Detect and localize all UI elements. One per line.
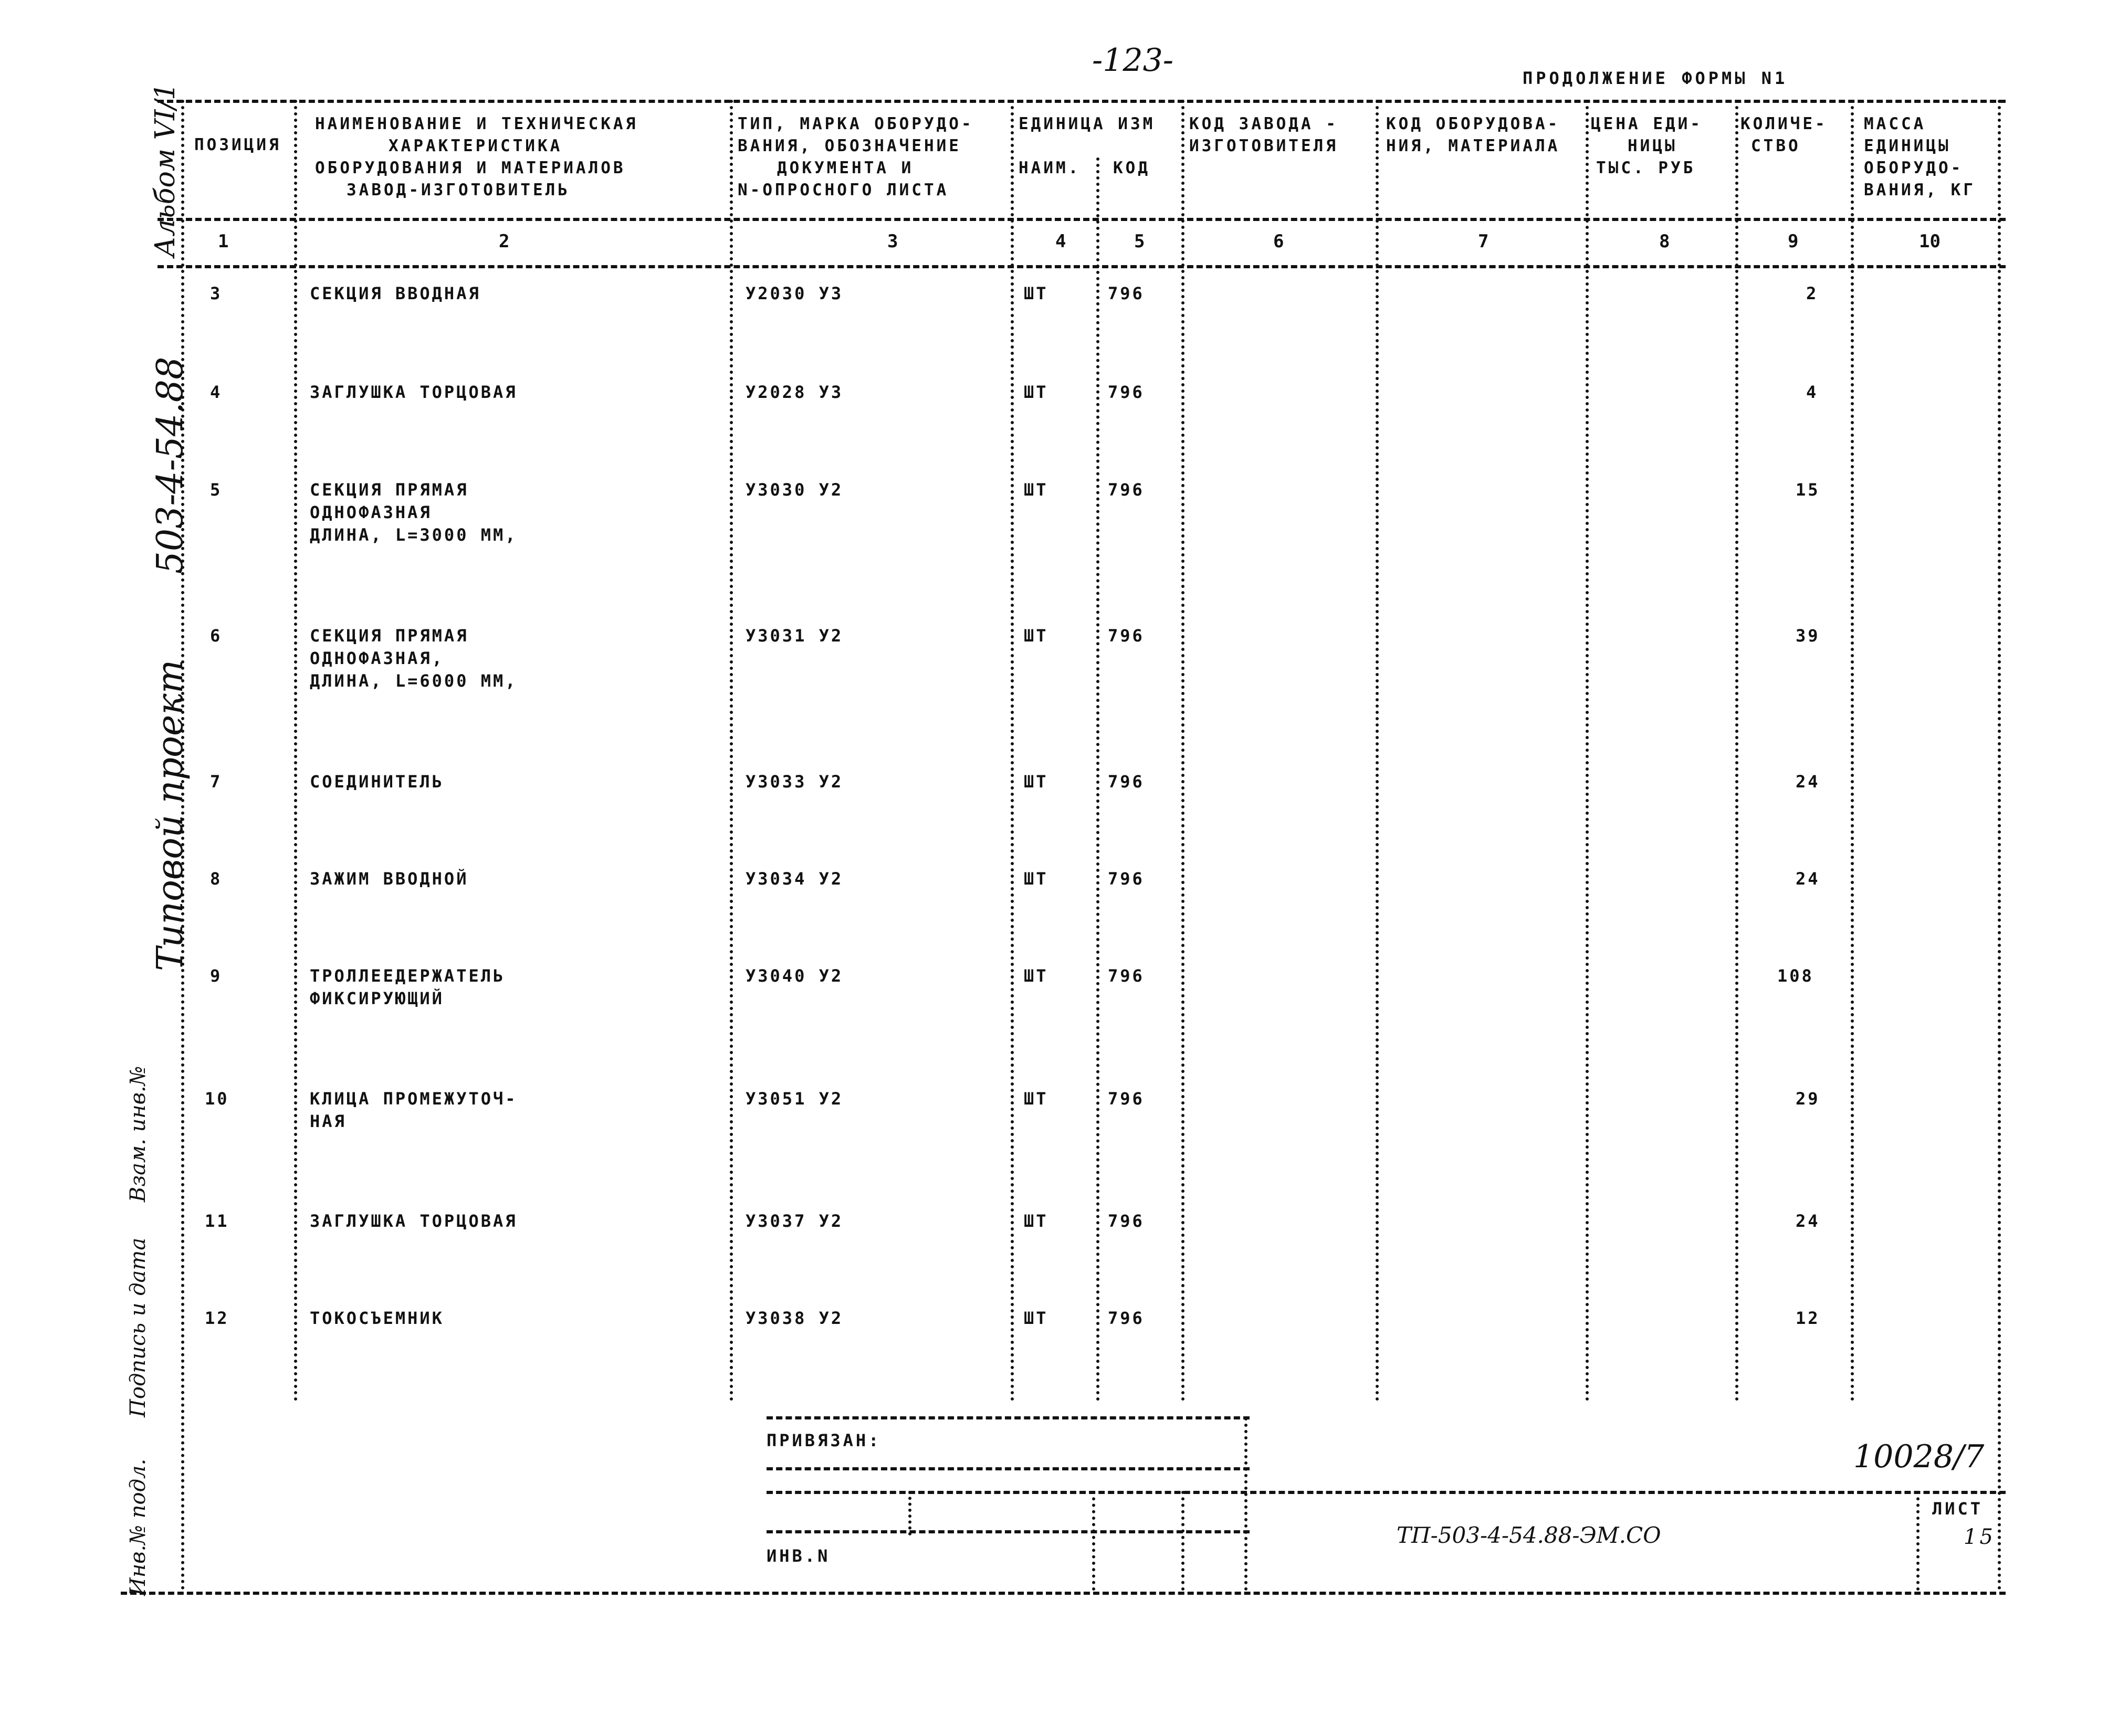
row-unit: ШТ: [1024, 1308, 1048, 1328]
row-type: У2030 У3: [746, 283, 844, 303]
row-name-line: ЗАГЛУШКА ТОРЦОВАЯ: [310, 382, 518, 402]
row-quantity: 24: [1796, 869, 1820, 889]
stamp-line: [767, 1467, 1250, 1470]
header-type-2: ВАНИЯ, ОБОЗНАЧЕНИЕ: [738, 136, 961, 155]
header-mass-1: МАССА: [1864, 114, 1926, 133]
col-number: 5: [1134, 231, 1145, 252]
row-name-line: ТРОЛЛЕЕДЕРЖАТЕЛЬ: [310, 966, 506, 986]
col-divider-9: [1851, 100, 1854, 1402]
row-position: 10: [205, 1089, 229, 1109]
row-type: У3033 У2: [746, 772, 844, 792]
header-qty-1: КОЛИЧЕ-: [1740, 114, 1828, 133]
row-type: У3037 У2: [746, 1211, 844, 1231]
header-mass-4: ВАНИЯ, КГ: [1864, 181, 1976, 199]
sheet-number: 15: [1964, 1525, 1996, 1549]
row-name-line: ДЛИНА, L=3000 ММ,: [310, 525, 518, 545]
row-unit-code: 796: [1108, 772, 1145, 792]
row-type: У2028 У3: [746, 382, 844, 402]
header-position: ПОЗИЦИЯ: [194, 135, 281, 154]
row-quantity: 15: [1796, 480, 1820, 500]
album-label: Альбом VI/1: [150, 82, 181, 257]
col-number: 9: [1788, 231, 1799, 252]
row-unit-code: 796: [1108, 1308, 1145, 1328]
header-name-1: НАИМЕНОВАНИЕ И ТЕХНИЧЕСКАЯ: [315, 114, 638, 133]
header-price-1: ЦЕНА ЕДИ-: [1591, 114, 1703, 133]
header-factory-2: ИЗГОТОВИТЕЛЯ: [1189, 136, 1338, 155]
row-name-line: ФИКСИРУЮЩИЙ: [310, 988, 444, 1008]
project-label: [150, 357, 191, 971]
col-number: 10: [1919, 231, 1941, 252]
header-price-2: НИЦЫ: [1628, 136, 1677, 155]
header-qty-2: СТВО: [1751, 136, 1801, 155]
row-quantity: 4: [1806, 382, 1819, 402]
row-unit-code: 796: [1108, 966, 1145, 986]
header-name-3: ОБОРУДОВАНИЯ И МАТЕРИАЛОВ: [315, 159, 626, 177]
row-unit-code: 796: [1108, 626, 1145, 646]
header-mass-2: ЕДИНИЦЫ: [1864, 136, 1951, 155]
header-mass-3: ОБОРУДО-: [1864, 159, 1964, 177]
inv-podl-label: Инв.№ подл.: [126, 1458, 150, 1596]
row-quantity: 24: [1796, 1211, 1820, 1231]
row-name-line: КЛИЦА ПРОМЕЖУТОЧ-: [310, 1089, 518, 1109]
header-unit-name: НАИМ.: [1019, 159, 1081, 177]
header-price-3: ТЫС. РУБ: [1596, 159, 1696, 177]
col-divider-7: [1586, 100, 1589, 1402]
vzam-inv-label: Взам. инв.№: [126, 1066, 150, 1202]
row-unit: ШТ: [1024, 382, 1048, 402]
stamp-subdivider: [1092, 1491, 1095, 1591]
stamp-privyazan: ПРИВЯЗАН:: [767, 1430, 882, 1450]
row-unit-code: 796: [1108, 1089, 1145, 1109]
header-factory-1: КОД ЗАВОДА -: [1189, 114, 1338, 133]
row-unit-code: 796: [1108, 283, 1145, 303]
project-code: 503-4-54.88: [150, 356, 191, 574]
stamp-right-border: [1244, 1417, 1247, 1591]
row-name-line: ЗАЖИМ ВВОДНОЙ: [310, 869, 469, 889]
col-number: 7: [1478, 231, 1489, 252]
row-unit: ШТ: [1024, 626, 1048, 646]
row-type: У3034 У2: [746, 869, 844, 889]
row-unit-code: 796: [1108, 382, 1145, 402]
row-quantity: 12: [1796, 1308, 1820, 1328]
row-type: У3051 У2: [746, 1089, 844, 1109]
table-bottom-border: [121, 1592, 2006, 1595]
stamp-line-long: [767, 1491, 2006, 1494]
sheet-box-border: [1916, 1491, 1920, 1591]
registration-number: 10028/7: [1853, 1438, 1985, 1475]
continuation-label: ПРОДОЛЖЕНИЕ ФОРМЫ N1: [1523, 68, 1788, 88]
row-unit-code: 796: [1108, 1211, 1145, 1231]
header-unit-code: КОД: [1113, 159, 1150, 177]
row-type: У3040 У2: [746, 966, 844, 986]
row-position: 6: [210, 626, 223, 646]
col-number: 4: [1055, 231, 1066, 252]
row-unit: ШТ: [1024, 283, 1048, 303]
col-number: 6: [1273, 231, 1284, 252]
row-type: У3038 У2: [746, 1308, 844, 1328]
header-name-2: ХАРАКТЕРИСТИКА: [389, 136, 563, 155]
row-name-line: СЕКЦИЯ ПРЯМАЯ: [310, 626, 469, 646]
header-equip-code-2: НИЯ, МАТЕРИАЛА: [1386, 136, 1560, 155]
row-name-line: СЕКЦИЯ ВВОДНАЯ: [310, 283, 481, 303]
header-equip-code-1: КОД ОБОРУДОВА-: [1386, 114, 1560, 133]
row-position: 7: [210, 772, 223, 792]
row-quantity: 39: [1796, 626, 1820, 646]
header-type-4: N-ОПРОСНОГО ЛИСТА: [738, 181, 949, 199]
header-name-4: ЗАВОД-ИЗГОТОВИТЕЛЬ: [347, 181, 570, 199]
stamp-subdivider: [908, 1491, 911, 1535]
sheet-code: ТП-503-4-54.88-ЭМ.СО: [1397, 1522, 1661, 1548]
number-row-divider: [158, 265, 2006, 268]
header-type-3: ДОКУМЕНТА И: [777, 159, 914, 177]
col-divider-4: [1096, 157, 1099, 1402]
row-name-line: ЗАГЛУШКА ТОРЦОВАЯ: [310, 1211, 518, 1231]
col-number: 8: [1659, 231, 1670, 252]
project-label-text: Типовой проект: [150, 659, 191, 971]
table-top-border: [158, 100, 2006, 103]
table-right-border: [1998, 100, 2001, 1591]
col-number: 3: [887, 231, 898, 252]
stamp-top-border: [767, 1416, 1250, 1419]
stamp-line: [767, 1530, 1250, 1533]
row-unit: ШТ: [1024, 1211, 1048, 1231]
table-left-border: [181, 100, 184, 1591]
row-name-line: СОЕДИНИТЕЛЬ: [310, 772, 444, 792]
row-unit-code: 796: [1108, 480, 1145, 500]
col-divider-1: [294, 100, 297, 1402]
row-type: У3031 У2: [746, 626, 844, 646]
row-position: 12: [205, 1308, 229, 1328]
row-name-line: НАЯ: [310, 1111, 347, 1131]
row-name-line: ДЛИНА, L=6000 ММ,: [310, 671, 518, 691]
header-type-1: ТИП, МАРКА ОБОРУДО-: [738, 114, 974, 133]
row-name-line: ОДНОФАЗНАЯ: [310, 502, 432, 522]
col-divider-5: [1181, 100, 1184, 1402]
col-divider-6: [1376, 100, 1379, 1402]
row-name-line: ОДНОФАЗНАЯ,: [310, 648, 444, 668]
row-position: 3: [210, 283, 223, 303]
header-divider: [158, 218, 2006, 221]
row-position: 5: [210, 480, 223, 500]
row-type: У3030 У2: [746, 480, 844, 500]
col-divider-8: [1735, 100, 1738, 1402]
row-quantity: 24: [1796, 772, 1820, 792]
row-quantity: 108: [1777, 966, 1814, 986]
stamp-subdivider: [1181, 1491, 1184, 1591]
row-position: 11: [205, 1211, 229, 1231]
row-unit: ШТ: [1024, 966, 1048, 986]
col-divider-2: [730, 100, 733, 1402]
signature-date-label: Подпись и дата: [126, 1237, 150, 1417]
row-unit-code: 796: [1108, 869, 1145, 889]
row-quantity: 2: [1806, 283, 1819, 303]
col-number: 1: [218, 231, 229, 252]
row-position: 4: [210, 382, 223, 402]
row-unit: ШТ: [1024, 1089, 1048, 1109]
row-unit: ШТ: [1024, 480, 1048, 500]
col-divider-3: [1011, 100, 1014, 1402]
sheet-label: ЛИСТ: [1932, 1499, 1984, 1519]
row-position: 9: [210, 966, 223, 986]
row-quantity: 29: [1796, 1089, 1820, 1109]
stamp-inv-n: ИНВ.N: [767, 1546, 831, 1566]
page-number: -123-: [1092, 42, 1174, 79]
row-name-line: ТОКОСЪЕМНИК: [310, 1308, 444, 1328]
col-number: 2: [499, 231, 510, 252]
row-name-line: СЕКЦИЯ ПРЯМАЯ: [310, 480, 469, 500]
header-unit: ЕДИНИЦА ИЗМ: [1019, 114, 1156, 133]
row-position: 8: [210, 869, 223, 889]
row-unit: ШТ: [1024, 869, 1048, 889]
row-unit: ШТ: [1024, 772, 1048, 792]
